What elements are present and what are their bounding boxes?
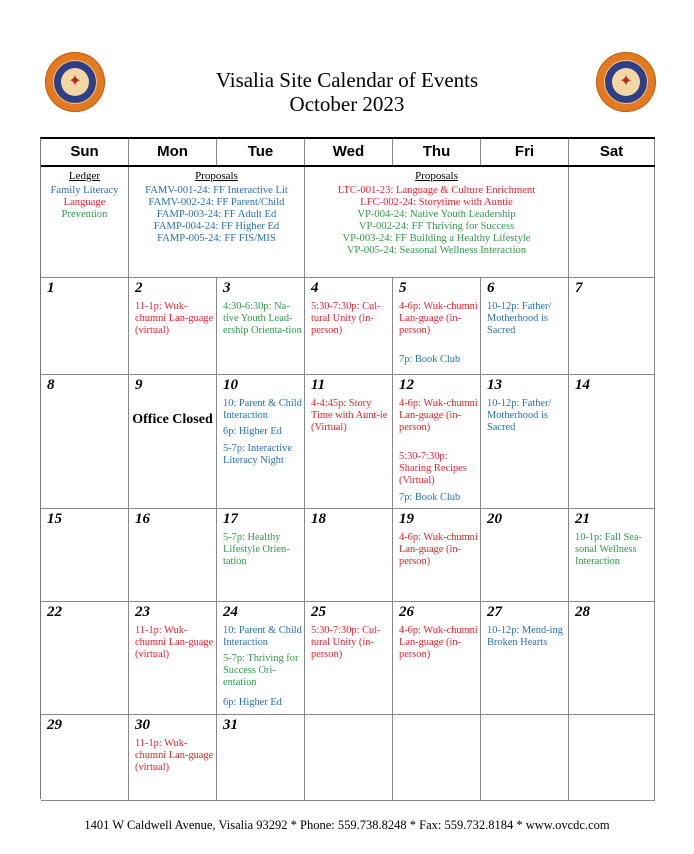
day-number: 16 — [135, 511, 150, 527]
weekday-thu: Thu — [393, 139, 481, 165]
day-number: 7 — [575, 280, 583, 296]
day-cell — [217, 715, 305, 801]
event-item: 11-1p: Wuk-chumni Lan-guage (virtual) — [135, 738, 214, 773]
day-number: 15 — [47, 511, 62, 527]
proposals-list — [129, 185, 304, 245]
legend-proposals-cell-2 — [305, 167, 569, 278]
ledger-title: Ledger — [68, 170, 101, 182]
day-number: 14 — [575, 377, 590, 393]
event-item: 10-12p: Father/ Motherhood is Sacred — [487, 398, 552, 433]
day-number: 11 — [311, 377, 326, 393]
day-number: 23 — [135, 604, 150, 620]
day-number: 12 — [399, 377, 414, 393]
ledger-list — [41, 185, 128, 221]
event-item: 10-12p: Father/ Motherhood is Sacred — [487, 301, 552, 336]
event-item: 10: Parent & Child Interaction — [223, 625, 302, 648]
event-item: 5-7p: Thriving for Success Ori-entation — [223, 653, 299, 688]
day-cell — [305, 509, 393, 602]
star-icon: ✦ — [619, 73, 633, 90]
day-cell — [41, 509, 129, 602]
weekday-wed: Wed — [305, 139, 393, 165]
day-number: 4 — [311, 280, 319, 296]
page-subtitle: October 2023 — [289, 92, 405, 116]
day-number: 2 — [135, 280, 143, 296]
day-cell — [41, 715, 129, 801]
day-number: 22 — [47, 604, 62, 620]
weekday-tue: Tue — [217, 139, 305, 165]
weekday-mon: Mon — [129, 139, 217, 165]
event-item: 10: Parent & Child Interaction — [223, 398, 302, 421]
proposal-item: FAMV-002-24: FF Parent/Child — [148, 197, 285, 208]
day-cell — [481, 602, 569, 715]
event-item: 4-6p: Wuk-chumni Lan-guage (in-person) — [399, 398, 478, 433]
proposals-title: Proposals — [195, 170, 238, 182]
proposals-title: Proposals — [415, 170, 458, 182]
weekday-sat: Sat — [569, 139, 655, 165]
ledger-item: Language — [63, 197, 106, 208]
day-number: 17 — [223, 511, 238, 527]
day-number: 20 — [487, 511, 502, 527]
proposal-item: FAMP-004-24: FF Higher Ed — [153, 221, 280, 232]
day-number: 9 — [135, 377, 143, 393]
legend-proposals-cell-1 — [129, 167, 305, 278]
day-cell — [569, 602, 655, 715]
day-cell — [569, 509, 655, 602]
proposals-list — [305, 185, 568, 257]
legend-ledger-cell — [41, 167, 129, 278]
event-item: 11-1p: Wuk-chumni Lan-guage (virtual) — [135, 301, 214, 336]
event-item: 6p: Higher Ed — [223, 697, 282, 708]
office-closed-label: Office Closed — [132, 412, 213, 427]
day-number: 26 — [399, 604, 414, 620]
day-cell — [481, 278, 569, 375]
event-item: 7p: Book Club — [399, 354, 461, 365]
empty-day-cell — [305, 715, 393, 801]
day-number: 5 — [399, 280, 407, 296]
day-number: 29 — [47, 717, 62, 733]
event-item: 4-4:45p: Story Time with Aunt-ie (Virtual) — [311, 398, 388, 433]
empty-day-cell — [569, 715, 655, 801]
weekday-sun: Sun — [41, 139, 129, 165]
proposal-item: VP-005-24: Seasonal Wellness Interaction — [346, 245, 527, 256]
day-cell — [129, 509, 217, 602]
ledger-item: Family Literacy — [50, 185, 119, 196]
event-item: 7p: Book Club — [399, 492, 461, 503]
day-cell — [217, 509, 305, 602]
proposal-item: FAMP-003-24: FF Adult Ed — [156, 209, 277, 220]
day-number: 1 — [47, 280, 55, 296]
proposal-item: LFC-002-24: Storytime with Auntie — [360, 197, 513, 208]
event-item: 5:30-7:30p: Cul-tural Unity (in-person) — [311, 301, 381, 336]
event-item: 4:30-6:30p: Na-tive Youth Lead-ership Orienta-tion — [223, 301, 302, 336]
day-number: 13 — [487, 377, 502, 393]
proposal-item: FAMP-005-24: FF FIS/MIS — [157, 233, 276, 244]
day-cell — [393, 602, 481, 715]
proposal-item: VP-002-24: FF Thriving for Success — [358, 221, 515, 232]
day-cell — [217, 602, 305, 715]
event-item: 6p: Higher Ed — [223, 426, 282, 437]
day-number: 3 — [223, 280, 231, 296]
day-number: 24 — [223, 604, 238, 620]
page-title: Visalia Site Calendar of Events — [215, 68, 479, 92]
day-number: 10 — [223, 377, 238, 393]
day-cell — [129, 715, 217, 801]
day-cell — [305, 278, 393, 375]
day-cell — [129, 278, 217, 375]
day-cell — [217, 375, 305, 509]
event-item: 10-12p: Mend-ing Broken Hearts — [487, 625, 563, 648]
star-icon: ✦ — [68, 73, 82, 90]
event-item: 5-7p: Healthy Lifestyle Orien-tation — [223, 532, 290, 567]
empty-day-cell — [481, 715, 569, 801]
footer-contact: 1401 W Caldwell Avenue, Visalia 93292 * Phone: 559.738.8248 * Fax: 559.732.8184 * www.ovcdc.com — [84, 818, 610, 832]
proposal-item: LTC-001-23: Language & Culture Enrichment — [337, 185, 536, 196]
day-cell — [481, 375, 569, 509]
day-number: 28 — [575, 604, 590, 620]
day-cell — [393, 509, 481, 602]
proposal-item: FAMV-001-24: FF Interactive Lit — [145, 185, 288, 196]
day-cell — [569, 375, 655, 509]
event-item: 5:30-7:30p: Sharing Recipes (Virtual) — [399, 451, 467, 486]
weekday-fri: Fri — [481, 139, 569, 165]
event-item: 10-1p: Fall Sea-sonal Wellness Interaction — [575, 532, 642, 567]
day-number: 6 — [487, 280, 495, 296]
proposal-item: VP-003-24: FF Building a Healthy Lifestyle — [342, 233, 531, 244]
day-cell — [41, 602, 129, 715]
day-cell — [481, 509, 569, 602]
day-cell — [569, 278, 655, 375]
day-cell — [217, 278, 305, 375]
day-number: 27 — [487, 604, 502, 620]
day-number: 19 — [399, 511, 414, 527]
day-cell — [129, 602, 217, 715]
empty-day-cell — [393, 715, 481, 801]
event-item: 11-1p: Wuk-chumni Lan-guage (virtual) — [135, 625, 214, 660]
day-number: 18 — [311, 511, 326, 527]
day-number: 31 — [223, 717, 238, 733]
event-item: 5-7p: Interactive Literacy Night — [223, 443, 292, 466]
weekday-header-row — [41, 139, 655, 167]
day-number: 8 — [47, 377, 55, 393]
event-item: 5:30-7:30p: Cul-tural Unity (in-person) — [311, 625, 381, 660]
event-item: 4-6p: Wuk-chumni Lan-guage (in-person) — [399, 532, 478, 567]
legend-empty-cell — [569, 167, 655, 278]
day-cell — [393, 278, 481, 375]
day-number: 30 — [135, 717, 150, 733]
calendar-grid — [40, 137, 655, 799]
event-item: 4-6p: Wuk-chumni Lan-guage (in-person) — [399, 625, 478, 660]
day-cell — [305, 602, 393, 715]
day-cell — [305, 375, 393, 509]
event-item: 4-6p: Wuk-chumni Lan-guage (in-person) — [399, 301, 478, 336]
day-cell — [129, 375, 217, 509]
day-number: 21 — [575, 511, 590, 527]
day-cell — [41, 375, 129, 509]
day-cell — [41, 278, 129, 375]
ledger-item: Prevention — [61, 209, 108, 220]
day-number: 25 — [311, 604, 326, 620]
day-cell — [393, 375, 481, 509]
proposal-item: VP-004-24: Native Youth Leadership — [357, 209, 516, 220]
